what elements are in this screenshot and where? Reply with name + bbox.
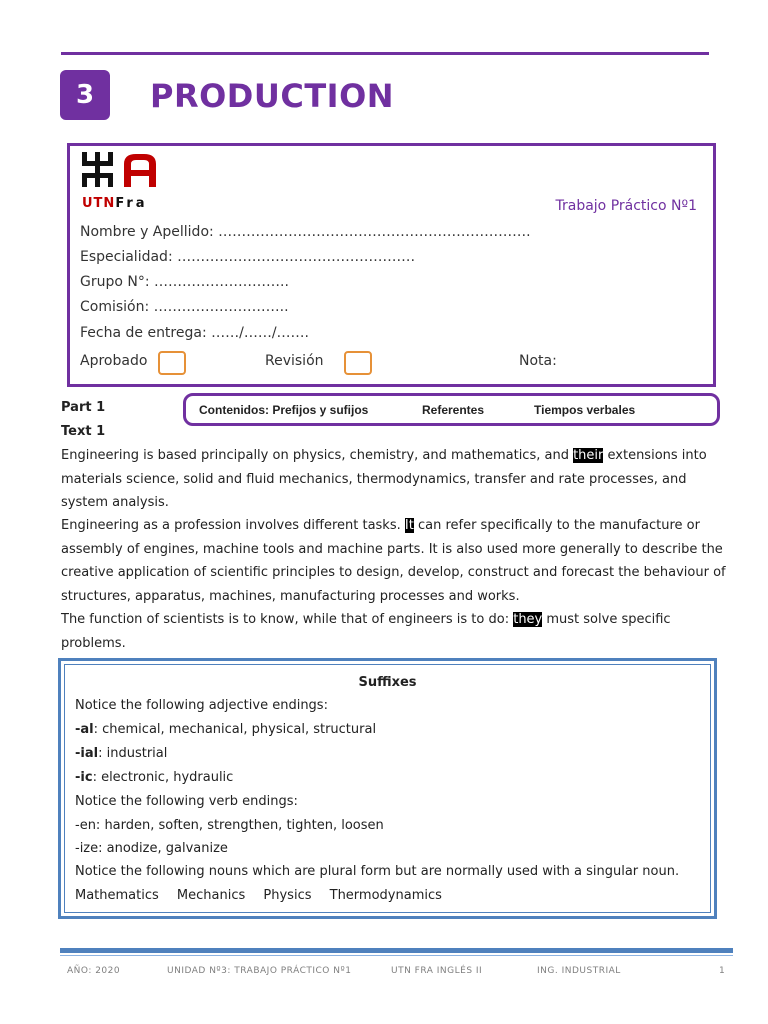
unit-title: PRODUCTION — [150, 77, 395, 115]
paragraph-2 — [61, 514, 729, 608]
suffix-ic-line — [75, 770, 233, 785]
contents-prefixes: Contenidos: Prefijos y sufijos — [199, 403, 369, 417]
highlight-they: they — [513, 612, 543, 627]
utn-logo-text — [82, 196, 148, 211]
p2-text-rest: can refer specifically to the manufacture or assembly of engines, machine tools and machine parts. It is also used more generally to describe the creative application of scientific principles to design, develop, construct and forecast the behaviour of structures, apparatus, machines, manufacturing processes and works. — [61, 518, 726, 604]
logo-fra-text: Fra — [115, 196, 148, 211]
noun-mechanics: Mechanics — [176, 888, 246, 903]
suffixes-inner-frame — [64, 664, 711, 913]
p3-text: The function of scientists is to know, while that of engineers is to do: — [61, 612, 514, 627]
footer-course: UTN FRA INGLÉS II — [391, 966, 483, 976]
contents-box — [183, 393, 720, 426]
unit-number: 3 — [75, 80, 95, 110]
noun-list — [75, 888, 456, 903]
revision-checkbox[interactable] — [344, 351, 372, 375]
delivery-date-field[interactable]: Fecha de entrega: ……/……/……. — [80, 325, 310, 341]
noun-physics: Physics — [263, 888, 312, 903]
suffix-al-line — [75, 722, 376, 737]
suffixes-title: Suffixes — [358, 675, 417, 690]
noun-thermodynamics: Thermodynamics — [329, 888, 442, 903]
suffix-al-words: : chemical, mechanical, physical, structural — [93, 722, 377, 737]
part-heading: Part 1 — [61, 400, 106, 415]
highlight-their: their — [573, 448, 604, 463]
verb-intro: Notice the following verb endings: — [75, 794, 298, 809]
footer-divider-thin — [60, 955, 733, 956]
suffix-en-line: -en: harden, soften, strengthen, tighten, loosen — [75, 818, 384, 833]
footer-career: ING. INDUSTRIAL — [537, 966, 621, 976]
footer-unit: UNIDAD Nº3: TRABAJO PRÁCTICO Nº1 — [167, 966, 352, 976]
contents-verb-tenses: Tiempos verbales — [534, 403, 636, 417]
tp-title: Trabajo Práctico Nº1 — [555, 198, 697, 214]
nota-label: Nota: — [519, 353, 557, 369]
noun-mathematics: Mathematics — [75, 888, 159, 903]
aprobado-checkbox[interactable] — [158, 351, 186, 375]
commission-field[interactable]: Comisión: ……………………….. — [80, 299, 289, 315]
specialty-field[interactable]: Especialidad: …………………………………………… — [80, 249, 416, 265]
text-heading: Text 1 — [61, 424, 106, 439]
suffix-ial-words: : industrial — [98, 746, 168, 761]
paragraph-3 — [61, 608, 729, 655]
revision-label: Revisión — [265, 353, 324, 369]
name-field[interactable]: Nombre y Apellido: …………………………………………………………. — [80, 224, 531, 240]
p2-text: Engineering as a profession involves different tasks. — [61, 518, 405, 533]
footer-divider — [60, 948, 733, 953]
suffix-ic-words: : electronic, hydraulic — [92, 770, 234, 785]
p1-text: Engineering is based principally on physics, chemistry, and mathematics, and — [61, 448, 574, 463]
paragraph-1 — [61, 444, 729, 515]
suffix-ize-line: -ize: anodize, galvanize — [75, 841, 228, 856]
adjective-intro: Notice the following adjective endings: — [75, 698, 328, 713]
contents-referents: Referentes — [422, 403, 485, 417]
aprobado-label: Aprobado — [80, 353, 148, 369]
logo-utn-text: UTN — [82, 196, 116, 211]
suffix-ial: -ial — [75, 746, 99, 761]
student-info-box — [67, 143, 716, 387]
noun-intro: Notice the following nouns which are plural form but are normally used with a singular noun. — [75, 864, 680, 879]
unit-number-badge — [60, 70, 110, 120]
group-field[interactable]: Grupo N°: ……………………….. — [80, 274, 289, 290]
highlight-it: It — [404, 518, 414, 533]
footer-page-number: 1 — [719, 966, 726, 976]
footer-year: AÑO: 2020 — [67, 966, 121, 976]
p1-text-rest: extensions into materials science, solid and fluid mechanics, thermodynamics, transfer and rate processes, and system analysis. — [61, 448, 707, 511]
suffix-al: -al — [75, 722, 94, 737]
top-divider-line — [61, 52, 709, 55]
suffix-ic: -ic — [75, 770, 93, 785]
suffix-ial-line — [75, 746, 167, 761]
suffixes-box — [58, 658, 717, 919]
p3-text-rest: must solve specific problems. — [61, 612, 671, 651]
